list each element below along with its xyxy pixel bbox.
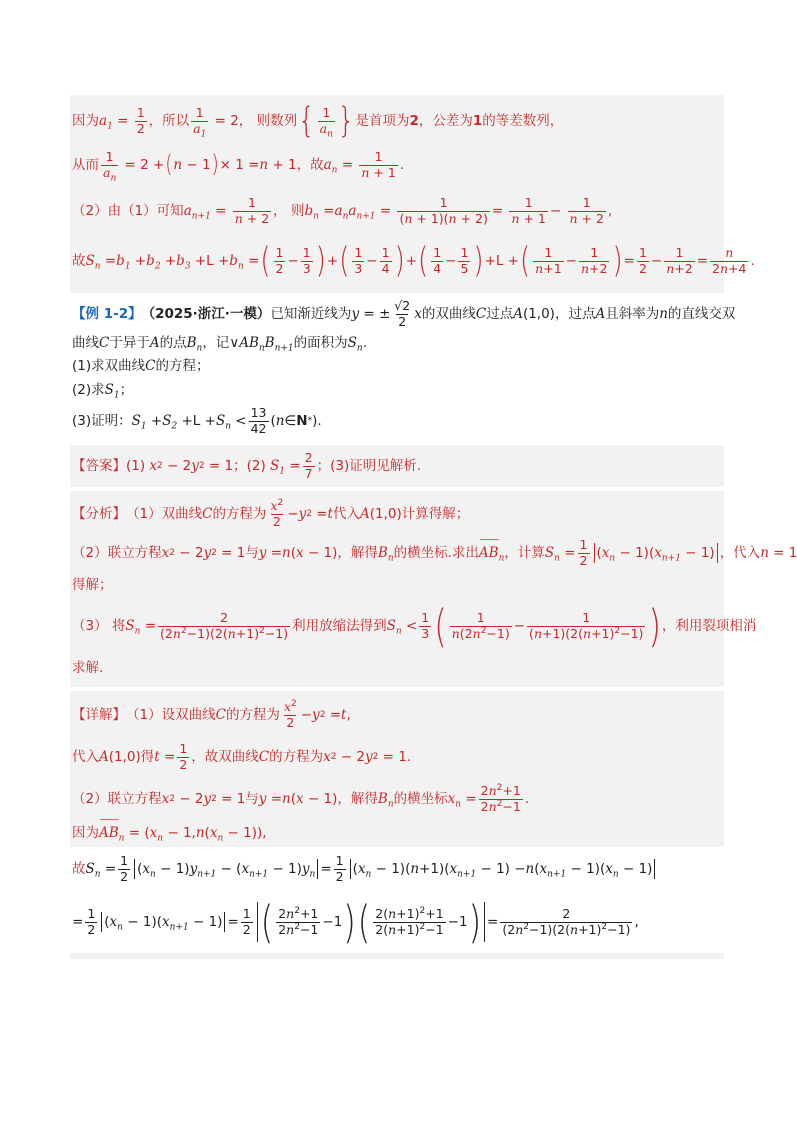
text-segment: 求解. [72, 659, 104, 676]
text-segment: 且斜率为 [605, 305, 660, 322]
text-segment: ，故双曲线 [191, 748, 259, 765]
analysis-line-4: （3） 将 $S_n$ = $\frac{2}{(2n^2-1)(2(n+1)^2-1)}$ 利用放缩法得到 $S_n$ < $\frac{1}{3}$ ( $\frac{1}{n(2n^2-1)}$ − $\frac{1}{(n+1)(2(n+1)^2-1)}$ ) ，利用裂项相消 [72, 599, 757, 653]
text-segment: ；(2) [233, 457, 266, 474]
answer-block [70, 445, 724, 487]
question-1: (1)求双曲线 C 的方程； [72, 357, 210, 374]
text-segment: 的方程为 [225, 706, 280, 723]
text-segment: 是首项为 [355, 112, 410, 129]
text-segment: ，解得 [337, 790, 378, 807]
text-segment: ，解得 [337, 544, 378, 561]
text-segment: ， 则数列 [238, 112, 298, 129]
text-segment: ，记 [202, 334, 230, 351]
text-segment: (1)求双曲线 [72, 357, 146, 374]
text-segment: 的方程为 [212, 505, 267, 522]
detail-line-6: = $\frac{1}{2}$ ( $x_n$ − 1)( $x_{n+1}$ − 1) = $\frac{1}{2}$ ( $\frac{2n^2+1}{2n^2-1}$ −1 ) ( $\frac{2(n+1)^2+1}{2(n+1)^2-1}$ −1 ) = $\frac{2}{(2n^2-1)(2(n+1)^2-1)}$ , [70, 891, 724, 953]
question-2: (2)求 $S_1$ ； [72, 381, 134, 401]
text-segment: 故 [72, 860, 86, 877]
answer-line: 【答案】 (1) x 2 − 2 y 2 = 1 ；(2) $S_1$ = $\frac{2}{7}$ ；(3)证明见解析. [72, 450, 422, 481]
detail-tag: 【详解】 [72, 706, 126, 723]
text-segment: (1) [126, 457, 146, 474]
text-segment: 代入 [72, 748, 99, 765]
text-segment: 利用放缩法得到 [292, 617, 387, 634]
text-segment: ， 则 [273, 202, 305, 219]
analysis-line-5 [70, 655, 724, 681]
text-segment: 与 [245, 790, 259, 807]
text-segment: 的等差数列， [482, 112, 564, 129]
text-segment: (3)证明： [72, 412, 132, 429]
example-line-2: 曲线 C 于异于 A 的点 $B_n$ ，记 ∨ $AB_nB_{n+1}$ 的面积为 $S_n$ . [72, 334, 368, 354]
text-segment: 因为 [72, 112, 99, 129]
text-segment: 已知渐近线为 [270, 305, 352, 322]
text-segment: 的方程； [155, 357, 210, 374]
example-tag: 【例 1-2】 [72, 305, 142, 322]
text-segment: 的双曲线 [421, 305, 476, 322]
detail-line-3: （2）联立方程 x 2 − 2 y 2 = 1 与 y = n ( x − 1) ，解得 $B_n$ 的横坐标 $x_n$ = $\frac{2n^2+1}{2n^2-1}$ . [72, 782, 530, 814]
text-segment: （1）设双曲线 [126, 706, 216, 723]
text-segment: 1 [472, 112, 483, 129]
detail-line-1: 【详解】 （1）设双曲线 C 的方程为 $\frac{x^2}{2}$ − y 2 = t , [72, 698, 351, 730]
analysis-tag: 【分析】 [72, 505, 126, 522]
analysis-block [70, 491, 797, 687]
text-segment: （3） 将 [72, 617, 126, 634]
text-segment: 的点 [159, 334, 187, 351]
text-segment: ，利用裂项相消 [661, 617, 757, 634]
text-segment: ；(3)证明见解析. [316, 457, 422, 474]
example-line-1: 【例 1-2】 （2025·浙江·一模） 已知渐近线为 y = ± $\frac{√2}{2}$ x 的双曲线 C 过点 A (1,0) ，过点 A 且斜率为 n 的直线交双 [72, 298, 736, 329]
text-segment: (2)求 [72, 381, 105, 398]
text-segment: 得 [140, 748, 155, 765]
text-segment: 得解； [72, 576, 113, 593]
text-segment: ，代入 [719, 544, 761, 561]
text-segment: ，公差为 [418, 112, 473, 129]
text-segment: （1）双曲线 [126, 505, 203, 522]
text-segment: 与 [245, 544, 259, 561]
example-source: （2025·浙江·一模） [141, 305, 271, 322]
text-segment: 因为 [72, 824, 99, 841]
document-page [70, 95, 797, 959]
analysis-line-2: （2）联立方程 x 2 − 2 y 2 = 1 与 y = n ( x − 1) ，解得 $B_n$ 的横坐标.求出 ~~~~ $AB_n$ ，计算 $S_n$ = $\frac{1}{2}$ ( $x_n$ − 1)( $x_{n+1}$ − 1) ，代入 n = 1 [70, 533, 724, 573]
answer-tag: 【答案】 [72, 457, 126, 474]
text-segment: 代入 [332, 505, 360, 522]
text-segment: 于异于 [109, 334, 150, 351]
text-segment: 故 [72, 252, 86, 269]
solution-line-3: （2）由（1）可知 $a_{n+1}$ = $\frac{1}{n + 2}$ ， 则 $b_n$ = $a_na_{n+1}$ = $\frac{1}{(n + 1)(n + 2)}$ = $\frac{1}{n + 1}$ − $\frac{1}{n + 2}$ , [72, 195, 613, 226]
text-segment: （2）由（1）可知 [72, 202, 184, 219]
text-segment: 的直线交双 [667, 305, 736, 322]
solution-line-1: 因为 $a_1$ = $\frac{1}{2}$ ，所以 $\frac{1}{a_1}$ = 2 ， 则数列 { $\frac{1}{a_n}$ } 是首项为 2 ，公差为 1 的等差数列， [72, 100, 564, 142]
text-segment: 的方程为 [269, 748, 324, 765]
detail-block [70, 691, 724, 959]
text-segment: 的横坐标 [393, 790, 448, 807]
question-3: (3)证明： $S_1$ + $S_2$ +L + $S_n$ < $\frac{13}{42}$ ( n ∈ N * ). [72, 405, 322, 436]
text-segment: 计算得解； [401, 505, 470, 522]
solution-block [70, 95, 755, 293]
solution-line-4: 故 $S_n$ = $b_1$ + $b_2$ + $b_3$ +L + $b_n$ = ( $\frac{1}{2}$ − $\frac{1}{3}$ ) + ( $\frac{1}{3}$ − $\frac{1}{4}$ ) + ( $\frac{1}{4}$ − $\frac{1}{5}$ ) +L + ( $\frac{1}{n+1}$ − $\frac{1}{n+2}$ ) = $\frac{1}{2}$ − $\frac{1}{n+2}$ = $\frac{n}{2n+4}$ . [72, 240, 755, 282]
text-segment: 的横坐标.求出 [393, 544, 479, 561]
text-segment: 2 [409, 112, 419, 129]
text-segment: ，故 [296, 156, 324, 173]
text-segment: ，过点 [554, 305, 596, 322]
text-segment: 从而 [72, 156, 99, 173]
detail-line-4: 因为 ~~~~ $AB_n$ = ( $x_n$ − 1, n ( $x_n$ − 1)), [70, 819, 724, 847]
text-segment: （2）联立方程 [72, 790, 162, 807]
text-segment: 曲线 [72, 334, 99, 351]
analysis-line-3 [70, 573, 724, 597]
solution-line-2: 从而 $\frac{1}{a_n}$ = 2 + ( n − 1 ) × 1 = n + 1 ，故 $a_n$ = $\frac{1}{n + 1}$ . [72, 149, 405, 183]
text-segment: ，计算 [504, 544, 545, 561]
text-segment: （2）联立方程 [72, 544, 162, 561]
text-segment: 的面积为 [293, 334, 348, 351]
text-segment: ，所以 [148, 112, 190, 129]
detail-line-2: 代入 A (1,0) 得 t = $\frac{1}{2}$ ，故双曲线 C 的方程为 x 2 − 2 y 2 = 1. [72, 741, 412, 772]
text-segment: 过点 [486, 305, 514, 322]
analysis-line-1: 【分析】 （1）双曲线 C 的方程为 $\frac{x^2}{2}$ − y 2 = t 代入 A (1,0) 计算得解； [72, 497, 470, 529]
detail-line-5: 故 $S_n$ = $\frac{1}{2}$ ( $x_n$ − 1) $y_{n+1}$ − ( $x_{n+1}$ − 1) $y_n$ = $\frac{1}{2}$ ( $x_n$ − 1)( n +1)( $x_{n+1}$ − 1) − n ( $x_{n+1}$ − 1)( $x_n$ − 1) [70, 847, 724, 891]
